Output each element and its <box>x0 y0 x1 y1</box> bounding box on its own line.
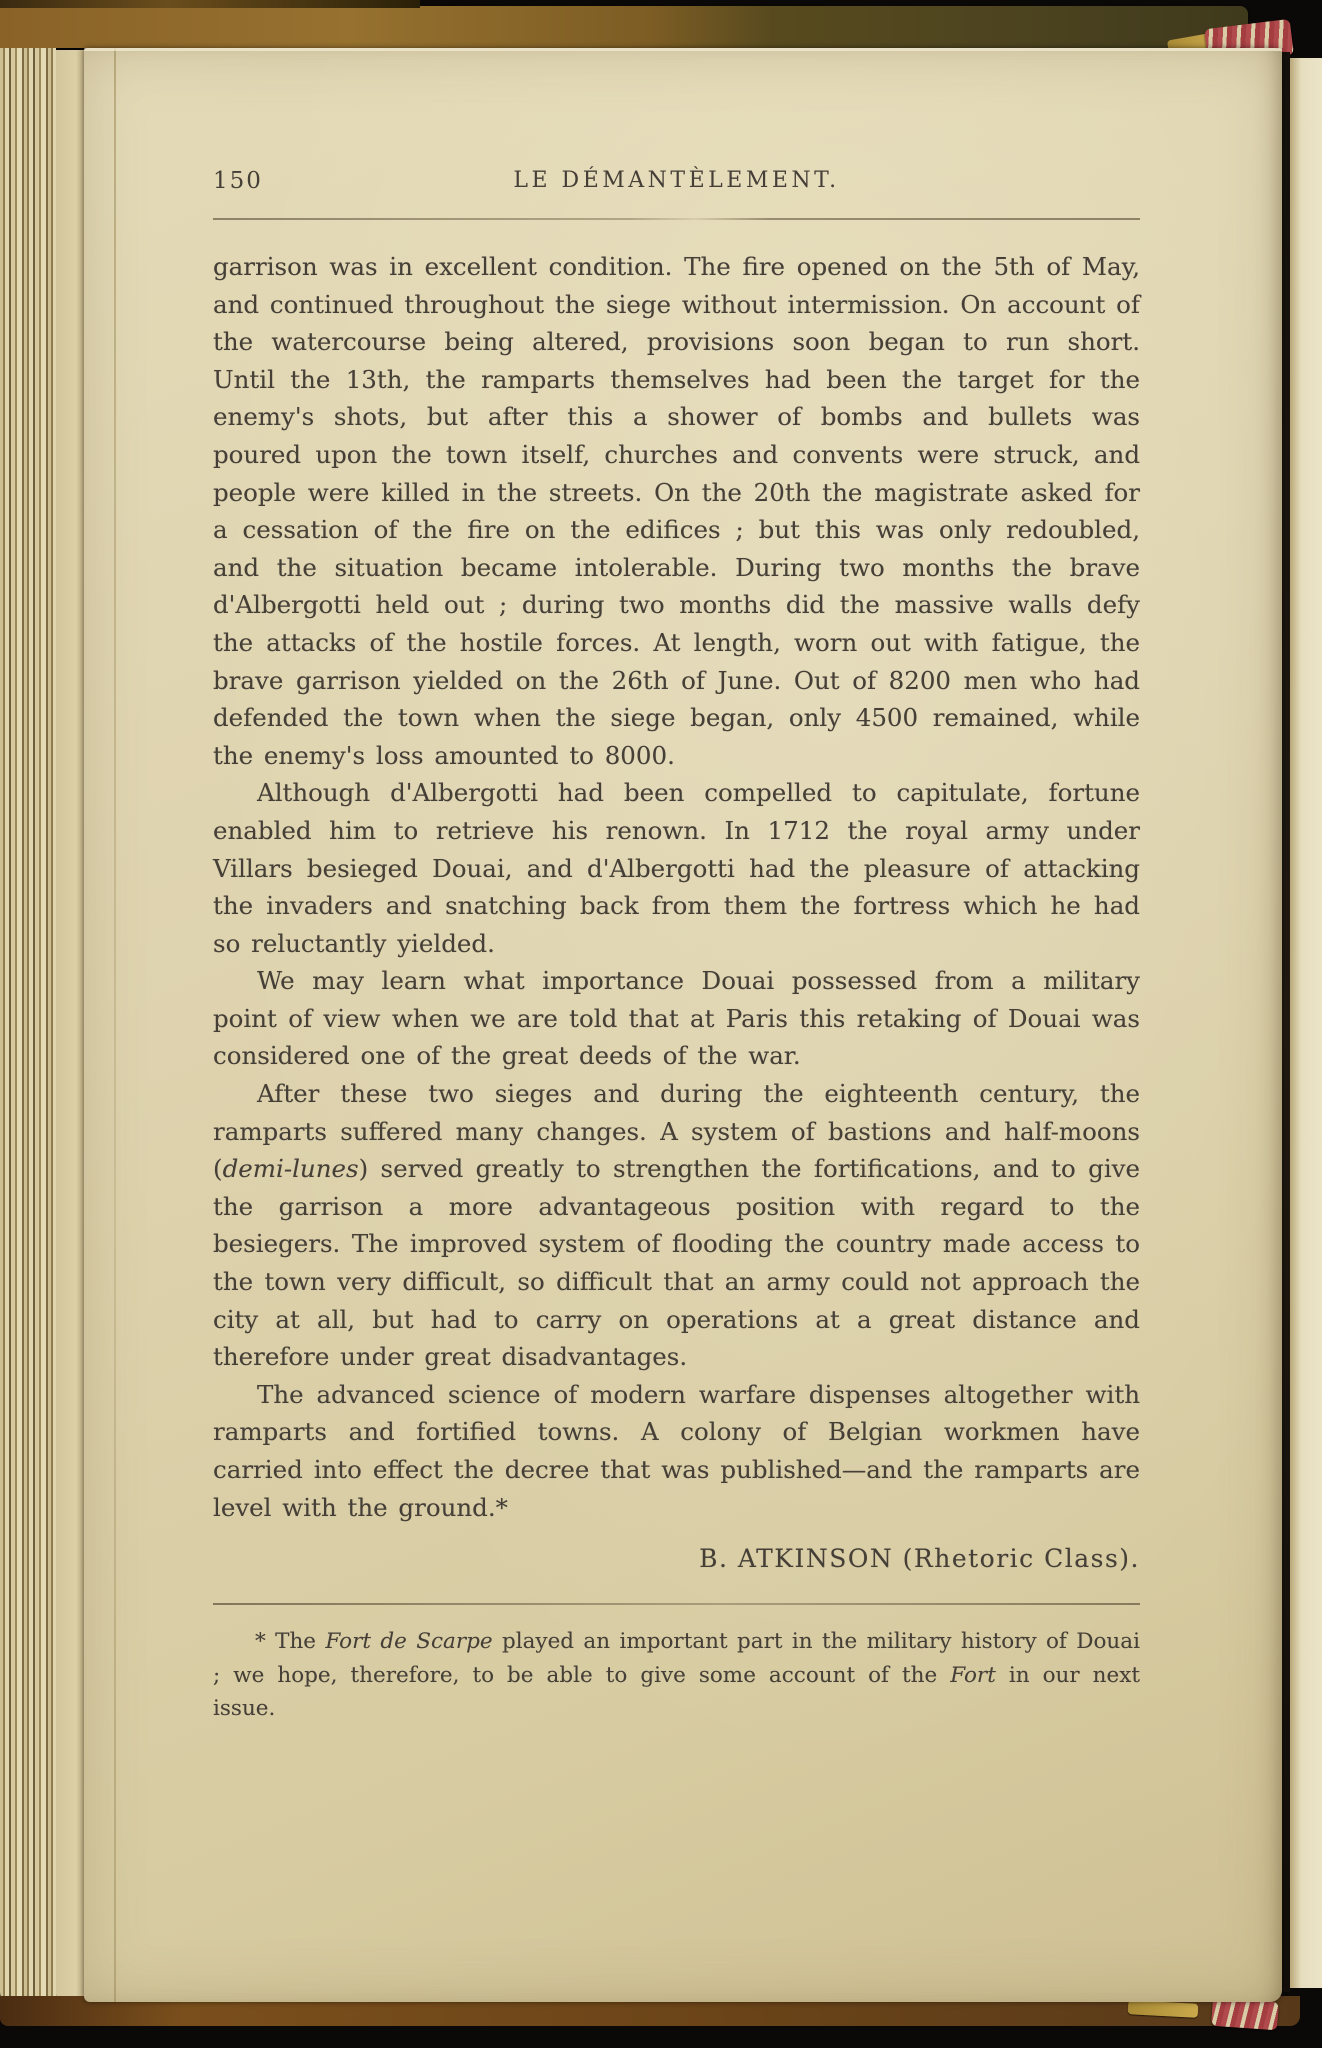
text-run: demi-lunes <box>222 1154 359 1184</box>
text-run: Although d'Albergotti had been compelled to capitulate, fortune enabled him to retrieve his renown. In 1712 the royal army under Villars besieged Douai, and d'Albergotti had the pleasure of attacking the invaders and snatching back from them the fortress which he had so reluctantly yielded. <box>213 778 1140 958</box>
text-run: The advanced science of modern warfare dispenses altogether with ramparts and fortified towns. A colony of Belgian workmen have carried into effect the decree that was published—and the ramparts are level with the ground.* <box>213 1379 1140 1522</box>
text-run: Fort <box>950 1662 996 1688</box>
page-body <box>213 248 1140 1526</box>
text-run: ) served greatly to strengthen the fortifications, and to give the garrison a more advantageous position with regard to the besiegers. The improved system of flooding the country made access to the town very difficult, so difficult that an army could not approach the city at all, but had to carry on operations at a great distance and therefore under great disadvantages. <box>213 1154 1140 1372</box>
paragraph <box>213 1376 1140 1526</box>
book-page <box>84 48 1282 2002</box>
running-title: LE DÉMANTÈLEMENT. <box>513 168 840 193</box>
headband-bottom <box>1211 1998 1279 2031</box>
paragraph <box>213 962 1140 1075</box>
text-run: We may learn what importance Douai possessed from a military point of view when we are told that at Paris this retaking of Douai was considered one of the great deeds of the war. <box>213 966 1140 1071</box>
text-run: After these two sieges and during the eighteenth century, the ramparts suffered many changes. A system of bastions and half-moons ( <box>213 1079 1140 1184</box>
page-header <box>213 168 1140 202</box>
page-gap-shadow <box>1282 52 1290 1992</box>
paragraph <box>213 774 1140 962</box>
page-content <box>84 48 1282 2002</box>
text-run: * The <box>255 1629 326 1655</box>
footnote <box>213 1625 1140 1726</box>
underlying-page-edge <box>56 50 86 2004</box>
facing-page-edge <box>1290 58 1322 1988</box>
text-run: in our next issue. <box>213 1662 1140 1722</box>
footnote-rule <box>213 1603 1140 1605</box>
text-run: garrison was in excellent condition. The fire opened on the 5th of May, and continued throughout the siege without intermission. On account of the watercourse being altered, provisions soon began to run short. Until the 13th, the ramparts themselves had been the target for the enemy's shots, but after this a shower of bombs and bullets was poured upon the town itself, churches and convents were struck, and people were killed in the streets. On the 20th the magistrate asked for a cessation of the fire on the edifices ; but this was only redoubled, and the situation became intolerable. During two months the brave d'Albergotti held out ; during two months did the massive walls defy the attacks of the hostile forces. At length, worn out with fatigue, the brave garrison yielded on the 26th of June. Out of 8200 men who had defended the town when the siege began, only 4500 remained, while the enemy's loss amounted to 8000. <box>213 252 1140 770</box>
header-rule <box>213 218 1140 220</box>
page-stack-edges <box>0 48 56 2006</box>
text-run: Fort de Scarpe <box>325 1629 493 1655</box>
author-signature: B. ATKINSON (Rhetoric Class). <box>699 1544 1140 1574</box>
book-top-binding-edge <box>0 6 1248 48</box>
text-run: played an important part in the military history of Douai ; we hope, therefore, to be able to give some account of the <box>213 1629 1140 1688</box>
paragraph <box>213 248 1140 774</box>
paragraph <box>213 1075 1140 1376</box>
page-number: 150 <box>213 168 263 194</box>
